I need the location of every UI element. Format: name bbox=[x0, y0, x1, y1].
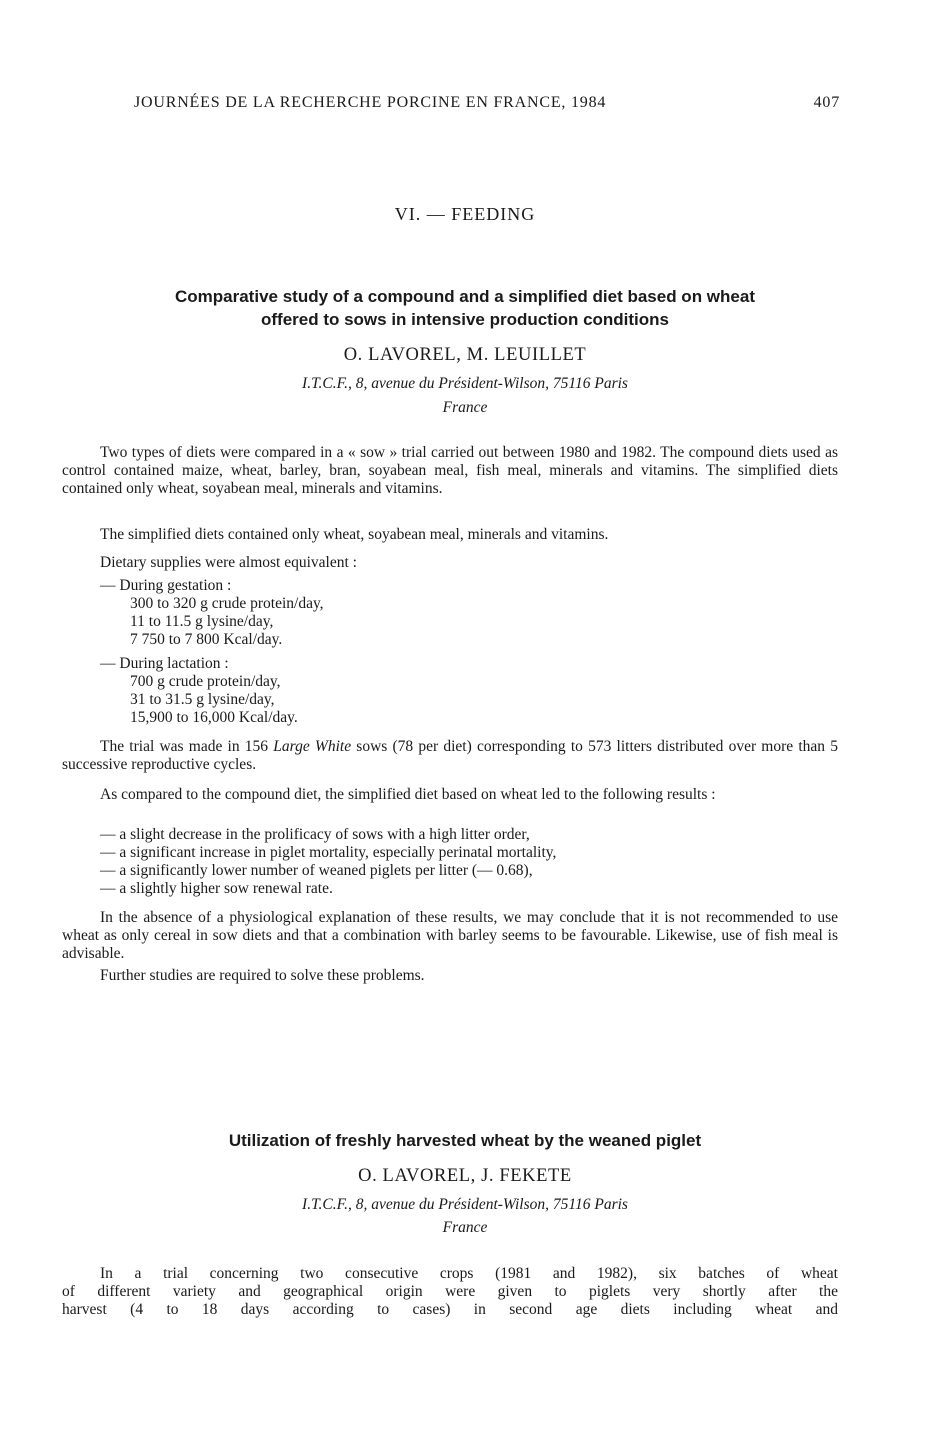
result-item: — a significantly lower number of weaned piglets per litter (— 0.68), bbox=[100, 862, 533, 879]
section-heading: VI. — FEEDING bbox=[394, 204, 536, 224]
result-item: — a significant increase in piglet mortality, especially perinatal mortality, bbox=[100, 844, 557, 861]
gestation-label: — During gestation : bbox=[100, 577, 232, 594]
article1-paragraph-6: In the absence of a physiological explanation of these results, we may conclude that it is not recommended to use wheat as only cereal in sow diets and that a combination with barley seems to be favourable. Likewise, use of fish meal is advisable. bbox=[62, 909, 838, 962]
article1-paragraph-4 bbox=[62, 738, 838, 774]
lactation-lysine: 31 to 31.5 g lysine/day, bbox=[130, 691, 275, 708]
gestation-lysine: 11 to 11.5 g lysine/day, bbox=[130, 613, 274, 630]
article2-title: Utilization of freshly harvested wheat by the weaned piglet bbox=[228, 1131, 702, 1150]
result-item: — a slightly higher sow renewal rate. bbox=[100, 880, 333, 897]
article2-country: France bbox=[442, 1219, 488, 1236]
article2-authors: O. LAVOREL, J. FEKETE bbox=[358, 1166, 572, 1186]
article1-affiliation: I.T.C.F., 8, avenue du Président-Wilson, 75116 Paris bbox=[302, 375, 628, 392]
running-head bbox=[134, 94, 840, 116]
article1-country: France bbox=[442, 399, 488, 416]
article2-line-3: harvest (4 to 18 days according to cases) in second age diets including wheat and bbox=[62, 1301, 838, 1318]
article2-line-2: of different variety and geographical origin were given to piglets very shortly after the bbox=[62, 1283, 838, 1300]
lactation-energy: 15,900 to 16,000 Kcal/day. bbox=[130, 709, 298, 726]
journal-title: JOURNÉES DE LA RECHERCHE PORCINE EN FRANCE, 1984 bbox=[134, 94, 607, 111]
article1-title-line2: offered to sows in intensive production conditions bbox=[260, 310, 670, 329]
lactation-label: — During lactation : bbox=[100, 655, 229, 672]
breed-name: Large White bbox=[273, 738, 352, 755]
article1-paragraph-2: The simplified diets contained only wheat, soyabean meal, minerals and vitamins. bbox=[100, 526, 609, 543]
article1-title-line1: Comparative study of a compound and a simplified diet based on wheat bbox=[175, 287, 755, 306]
gestation-energy: 7 750 to 7 800 Kcal/day. bbox=[130, 631, 283, 648]
p4-start: The trial was made in 156 bbox=[100, 738, 274, 755]
article2-line-1: In a trial concerning two consecutive crops (1981 and 1982), six batches of wheat bbox=[100, 1265, 838, 1282]
article1-paragraph-7: Further studies are required to solve these problems. bbox=[100, 967, 425, 984]
page-number: 407 bbox=[813, 94, 840, 111]
lactation-protein: 700 g crude protein/day, bbox=[130, 673, 281, 690]
gestation-protein: 300 to 320 g crude protein/day, bbox=[130, 595, 324, 612]
article1-paragraph-5: As compared to the compound diet, the simplified diet based on wheat led to the following results : bbox=[100, 786, 716, 803]
result-item: — a slight decrease in the prolificacy of sows with a high litter order, bbox=[100, 826, 530, 843]
article1-authors: O. LAVOREL, M. LEUILLET bbox=[343, 345, 587, 365]
article1-title bbox=[60, 285, 870, 331]
p4-end: sows (78 per diet) corresponding to 573 litters distributed over more than 5 successive reproductive cycles. bbox=[62, 738, 838, 773]
article1-paragraph-3: Dietary supplies were almost equivalent : bbox=[100, 554, 357, 571]
article1-paragraph-1: Two types of diets were compared in a « sow » trial carried out between 1980 and 1982. The compound diets used as control contained maize, wheat, barley, bran, soyabean meal, fish meal, minerals and vitamins. The simplified diets contained only wheat, soyabean meal, minerals and vitamins. bbox=[62, 444, 838, 497]
article2-affiliation: I.T.C.F., 8, avenue du Président-Wilson, 75116 Paris bbox=[302, 1196, 628, 1213]
